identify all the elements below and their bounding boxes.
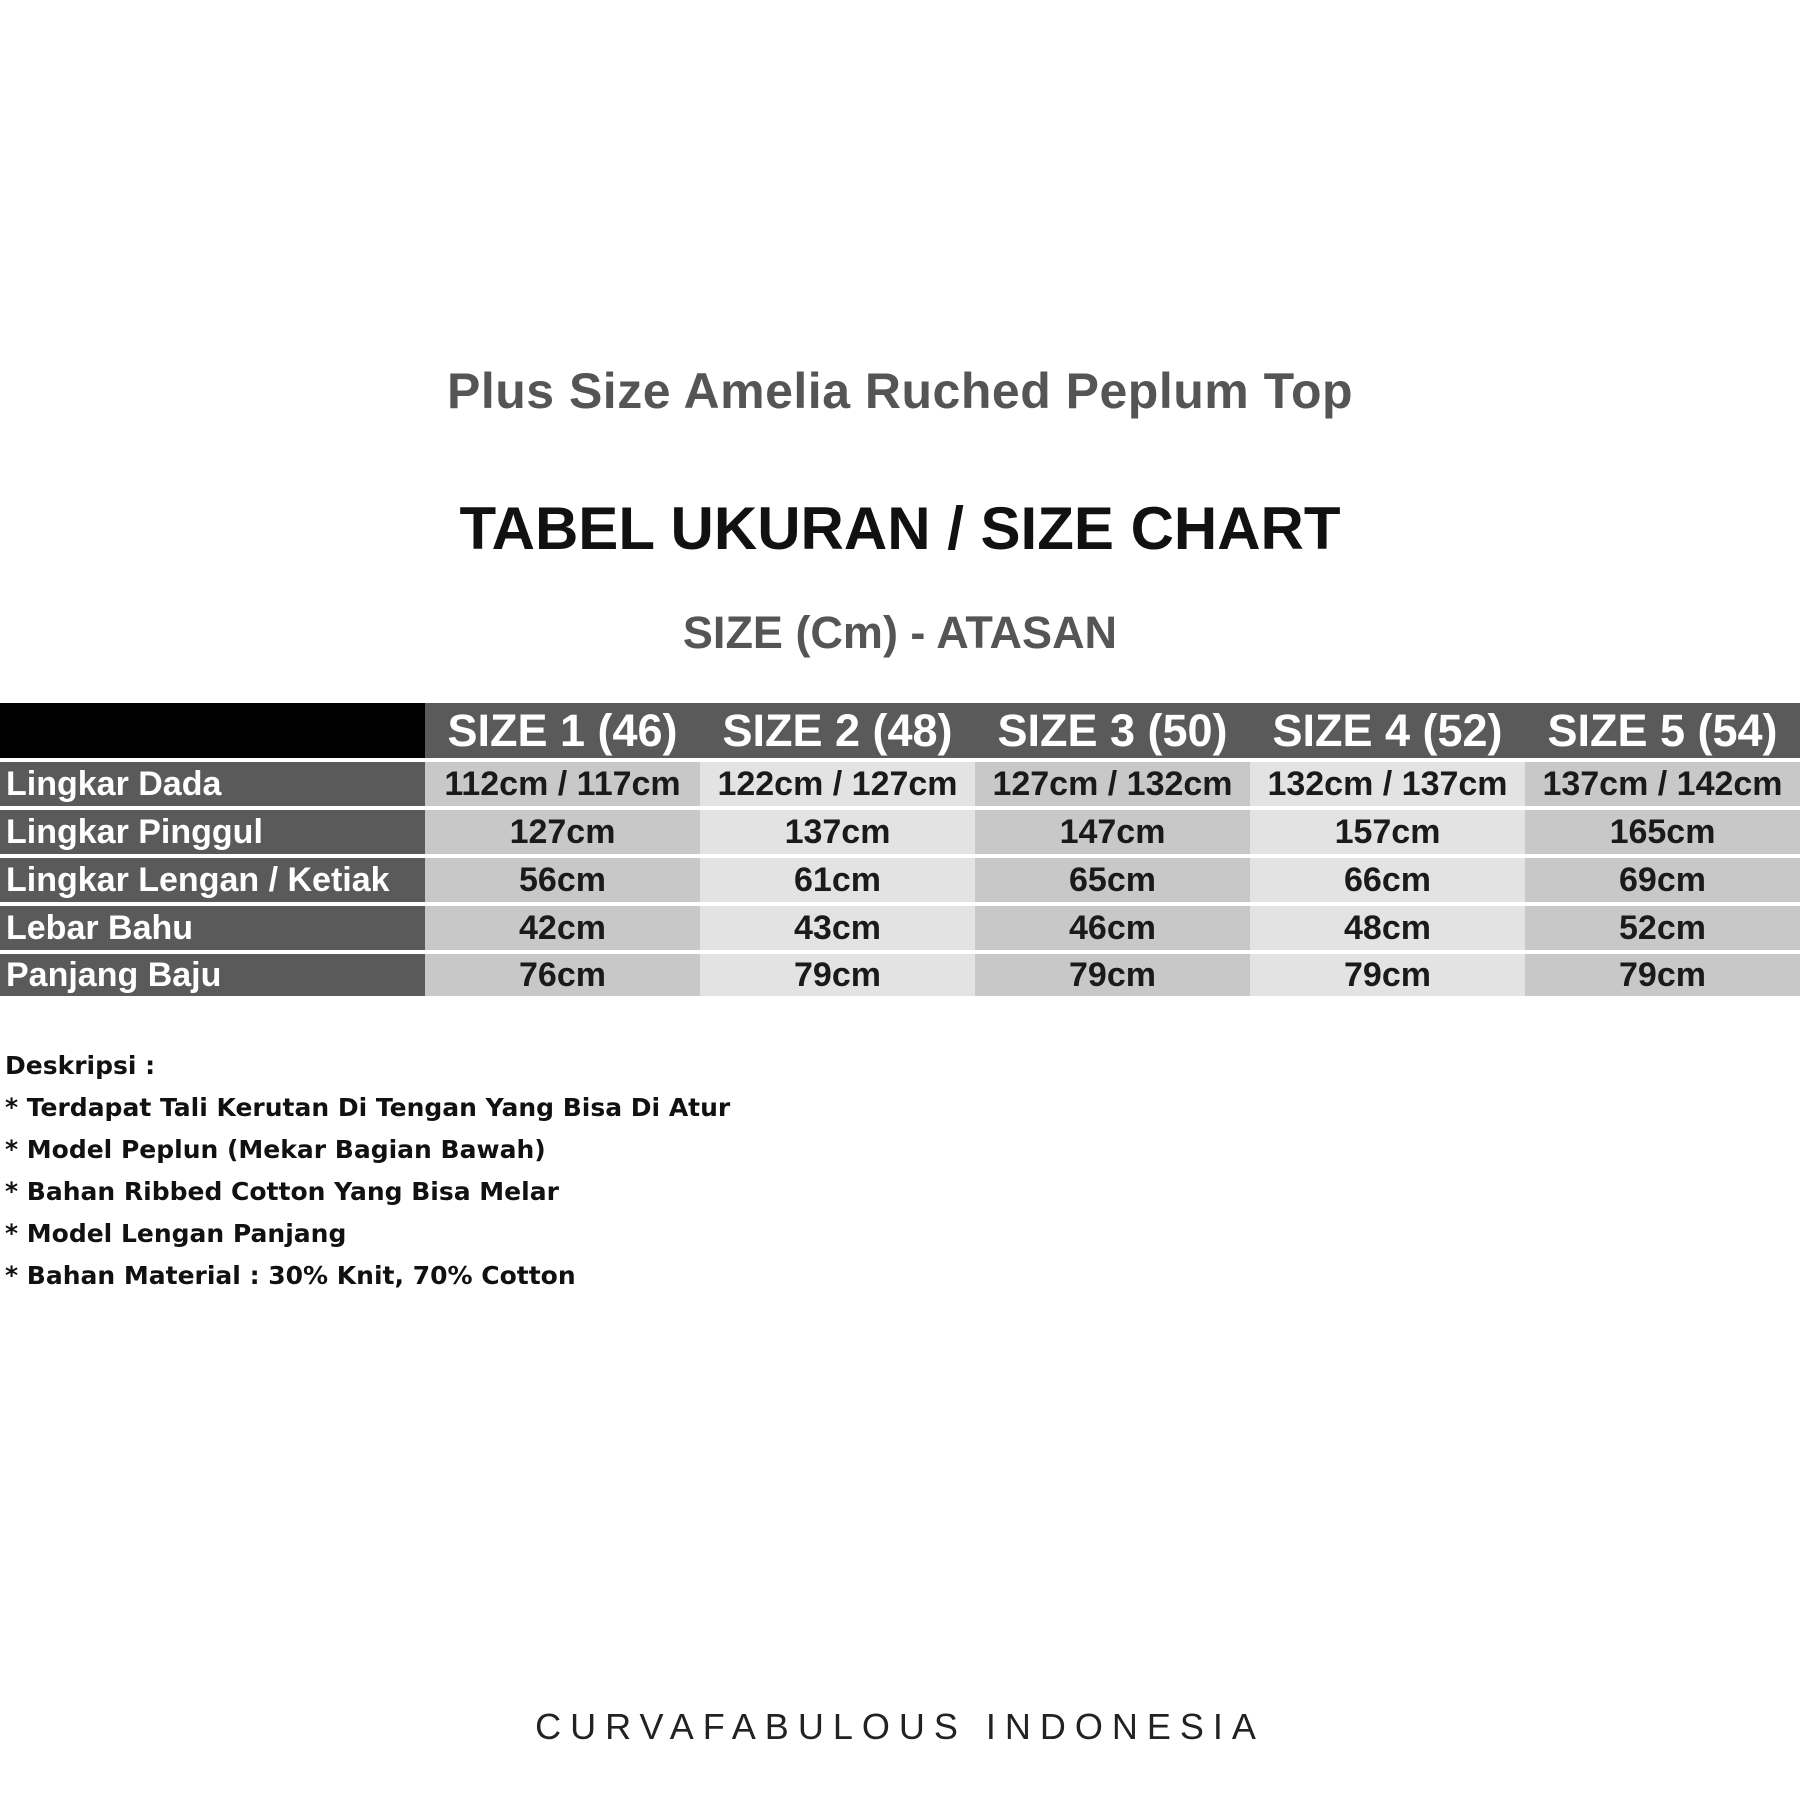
description-item: * Model Lengan Panjang bbox=[5, 1219, 347, 1248]
description-item: * Bahan Ribbed Cotton Yang Bisa Melar bbox=[5, 1177, 559, 1206]
table-cell: 132cm / 137cm bbox=[1250, 760, 1525, 808]
description-item: * Bahan Material : 30% Knit, 70% Cotton bbox=[5, 1261, 576, 1290]
description-item: * Model Peplun (Mekar Bagian Bawah) bbox=[5, 1135, 546, 1164]
table-cell: 79cm bbox=[1250, 952, 1525, 996]
description-heading: Deskripsi : bbox=[5, 1051, 156, 1080]
table-cell: 137cm bbox=[700, 808, 975, 856]
chart-title: TABEL UKURAN / SIZE CHART bbox=[459, 495, 1341, 562]
table-cell: 147cm bbox=[975, 808, 1250, 856]
table-row bbox=[0, 952, 1800, 996]
row-label: Lingkar Dada bbox=[0, 760, 425, 808]
table-cell: 65cm bbox=[975, 856, 1250, 904]
row-label: Lingkar Lengan / Ketiak bbox=[0, 856, 425, 904]
header-size-4: SIZE 4 (52) bbox=[1250, 703, 1525, 760]
table-corner-cell bbox=[0, 703, 425, 760]
table-cell: 165cm bbox=[1525, 808, 1800, 856]
product-title: Plus Size Amelia Ruched Peplum Top bbox=[446, 363, 1354, 419]
table-cell: 46cm bbox=[975, 904, 1250, 952]
table-cell: 42cm bbox=[425, 904, 700, 952]
table-cell: 79cm bbox=[975, 952, 1250, 996]
row-label: Panjang Baju bbox=[0, 952, 425, 996]
header-size-5: SIZE 5 (54) bbox=[1525, 703, 1800, 760]
description-item: * Terdapat Tali Kerutan Di Tengan Yang Bisa Di Atur bbox=[5, 1093, 731, 1122]
table-row bbox=[0, 904, 1800, 952]
table-cell: 43cm bbox=[700, 904, 975, 952]
table-row bbox=[0, 808, 1800, 856]
table-cell: 66cm bbox=[1250, 856, 1525, 904]
table-cell: 157cm bbox=[1250, 808, 1525, 856]
table-cell: 79cm bbox=[700, 952, 975, 996]
table-cell: 127cm / 132cm bbox=[975, 760, 1250, 808]
table-cell: 61cm bbox=[700, 856, 975, 904]
table-cell: 48cm bbox=[1250, 904, 1525, 952]
table-cell: 69cm bbox=[1525, 856, 1800, 904]
table-cell: 76cm bbox=[425, 952, 700, 996]
table-cell: 112cm / 117cm bbox=[425, 760, 700, 808]
size-subtitle: SIZE (Cm) - ATASAN bbox=[682, 607, 1118, 658]
table-row bbox=[0, 856, 1800, 904]
brand-footer: CURVAFABULOUS INDONESIA bbox=[535, 1706, 1265, 1747]
size-chart-table bbox=[0, 703, 1800, 996]
table-cell: 137cm / 142cm bbox=[1525, 760, 1800, 808]
table-cell: 122cm / 127cm bbox=[700, 760, 975, 808]
table-header-row bbox=[0, 703, 1800, 760]
table-cell: 79cm bbox=[1525, 952, 1800, 996]
header-size-3: SIZE 3 (50) bbox=[975, 703, 1250, 760]
row-label: Lingkar Pinggul bbox=[0, 808, 425, 856]
table-cell: 127cm bbox=[425, 808, 700, 856]
header-size-2: SIZE 2 (48) bbox=[700, 703, 975, 760]
table-cell: 56cm bbox=[425, 856, 700, 904]
row-label: Lebar Bahu bbox=[0, 904, 425, 952]
table-cell: 52cm bbox=[1525, 904, 1800, 952]
table-row bbox=[0, 760, 1800, 808]
header-size-1: SIZE 1 (46) bbox=[425, 703, 700, 760]
description-block bbox=[5, 1045, 730, 1297]
